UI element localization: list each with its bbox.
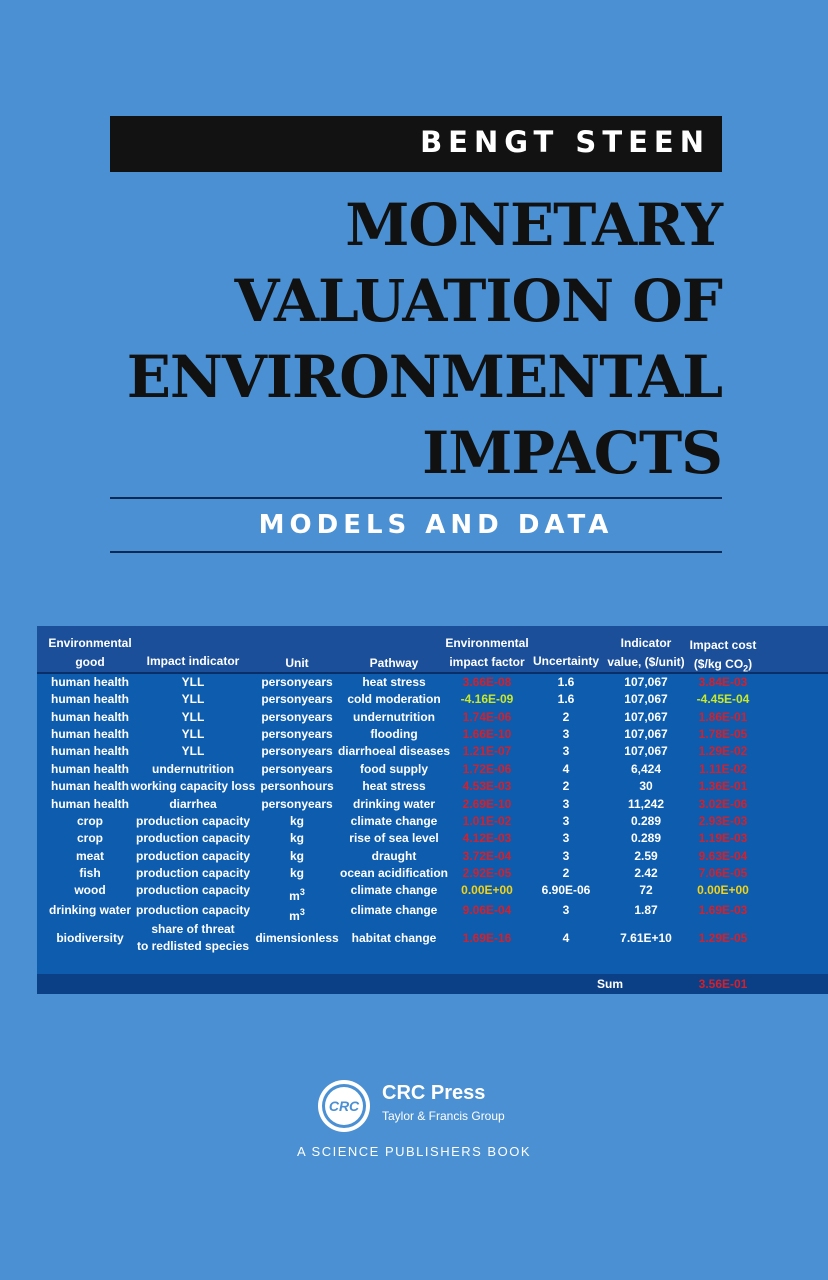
- cell-uncertainty: 1.6: [557, 692, 575, 706]
- cell-cost: 1.11E-02: [698, 762, 748, 776]
- cell-value: 30: [639, 779, 653, 793]
- cell-uncertainty: 1.6: [557, 675, 575, 689]
- cell-cost: 1.29E-05: [698, 931, 748, 945]
- cell-line: to redlisted species: [136, 939, 250, 953]
- cell-unit: personyears: [261, 797, 333, 811]
- divider-top: [110, 497, 722, 499]
- cell-factor: 1.66E-10: [462, 727, 512, 741]
- publisher-name: CRC Press: [382, 1082, 486, 1104]
- cell-pathway: climate change: [350, 903, 438, 917]
- cell-uncertainty: 2: [562, 779, 570, 793]
- cell-unit: kg: [289, 849, 305, 863]
- cell-pathway: flooding: [370, 727, 418, 741]
- cell-pathway: diarrhoeal diseases: [337, 744, 451, 758]
- crc-logo-icon: [316, 1078, 372, 1134]
- header-factor-line: impact factor: [449, 655, 525, 669]
- cell-pathway: ocean acidification: [339, 866, 449, 880]
- cell-value: 2.59: [634, 849, 658, 863]
- cell-factor: 3.66E-08: [462, 675, 512, 689]
- cell-good: human health: [50, 727, 130, 741]
- header-good: [48, 636, 131, 669]
- cell-cost: 1.78E-05: [698, 727, 748, 741]
- cell-unit: personyears: [261, 762, 333, 776]
- cell-factor: 4.53E-03: [462, 779, 512, 793]
- cell-good: crop: [76, 814, 104, 828]
- cell-cost: 1.36E-01: [698, 779, 748, 793]
- cell-uncertainty: 3: [562, 903, 570, 917]
- cell-factor: 1.72E-06: [462, 762, 512, 776]
- cell-unit: kg: [289, 831, 305, 845]
- header-cost-unit-sub: 2: [743, 663, 749, 674]
- cell-good: human health: [50, 762, 130, 776]
- cell-indicator: production capacity: [135, 814, 251, 828]
- cell-indicator: diarrhea: [169, 797, 217, 811]
- cell-factor: 2.69E-10: [462, 797, 512, 811]
- header-cost-unit-part: ): [748, 657, 753, 671]
- author-banner: [110, 116, 722, 172]
- sum-value: 3.56E-01: [698, 977, 748, 991]
- cell-cost: 1.86E-01: [698, 710, 748, 724]
- cell-pathway: climate change: [350, 883, 438, 897]
- cell-indicator: production capacity: [135, 831, 251, 845]
- cell-indicator: YLL: [181, 692, 205, 706]
- cell-cost: 3.84E-03: [698, 675, 748, 689]
- cell-indicator: YLL: [181, 744, 205, 758]
- cell-indicator: production capacity: [135, 903, 251, 917]
- cell-value: 1.87: [634, 903, 658, 917]
- cell-unit: personyears: [261, 710, 333, 724]
- cell-indicator: production capacity: [135, 866, 251, 880]
- cell-good: human health: [50, 710, 130, 724]
- header-cost-unit: [690, 657, 757, 675]
- cell-indicator: YLL: [181, 727, 205, 741]
- cell-value: 107,067: [624, 710, 668, 724]
- cell-uncertainty: 4: [562, 931, 570, 945]
- cell-uncertainty: 6.90E-06: [541, 883, 591, 897]
- cell-factor: 2.92E-05: [462, 866, 512, 880]
- publisher-group: Taylor & Francis Group: [382, 1109, 505, 1123]
- cell-cost: 1.19E-03: [698, 831, 748, 845]
- sum-label: Sum: [596, 977, 624, 991]
- header-factor-line: Environmental: [445, 636, 529, 650]
- header-value-line: Indicator: [620, 636, 672, 650]
- cell-value: 107,067: [624, 744, 668, 758]
- cell-cost: -4.45E-04: [696, 692, 750, 706]
- cell-value: 107,067: [624, 727, 668, 741]
- cell-good: crop: [76, 831, 104, 845]
- header-value: [607, 636, 684, 669]
- cell-unit: [289, 885, 305, 903]
- cell-pathway: habitat change: [351, 931, 437, 945]
- cell-uncertainty: 3: [562, 831, 570, 845]
- cell-unit: dimensionless: [255, 931, 339, 945]
- cell-pathway: undernutrition: [353, 710, 435, 724]
- cell-value: 7.61E+10: [620, 931, 672, 945]
- cell-pathway: drinking water: [352, 797, 436, 811]
- cell-unit: kg: [289, 866, 305, 880]
- title-line: ENVIRONMENTAL: [126, 343, 722, 411]
- book-subtitle: MODELS AND DATA: [258, 510, 614, 540]
- cell-uncertainty: 3: [562, 727, 570, 741]
- header-cost-line: Impact cost: [689, 638, 757, 652]
- author-name: BENGT STEEN: [420, 125, 710, 159]
- cell-factor: 1.01E-02: [462, 814, 512, 828]
- cell-good: biodiversity: [56, 931, 124, 945]
- cell-unit-base: m: [289, 889, 300, 903]
- cell-cost: 2.93E-03: [698, 814, 748, 828]
- header-factor: [445, 636, 528, 669]
- cell-unit: personyears: [261, 727, 333, 741]
- header-cost: [690, 638, 757, 675]
- cell-indicator: [137, 922, 249, 953]
- cell-good: wood: [74, 883, 106, 897]
- cell-value: 107,067: [624, 692, 668, 706]
- header-unit: Unit: [285, 656, 309, 670]
- cell-uncertainty: 3: [562, 849, 570, 863]
- cell-uncertainty: 3: [562, 797, 570, 811]
- header-uncertainty: Uncertainty: [532, 654, 600, 668]
- cell-factor: 3.72E-04: [462, 849, 512, 863]
- cell-value: 2.42: [634, 866, 658, 880]
- cell-unit: personyears: [261, 675, 333, 689]
- cell-unit: personhours: [260, 779, 334, 793]
- cell-pathway: draught: [371, 849, 417, 863]
- cell-cost: 1.29E-02: [698, 744, 748, 758]
- header-good-line: Environmental: [48, 636, 132, 650]
- cell-cost: 9.63E-04: [698, 849, 748, 863]
- cell-indicator: YLL: [181, 675, 205, 689]
- cell-pathway: cold moderation: [347, 692, 441, 706]
- cell-factor: 4.12E-03: [462, 831, 512, 845]
- publisher-tagline: A SCIENCE PUBLISHERS BOOK: [296, 1144, 531, 1159]
- cell-good: human health: [50, 779, 130, 793]
- impact-table: [37, 626, 828, 994]
- cell-indicator: production capacity: [135, 849, 251, 863]
- cell-value: 6,424: [630, 762, 662, 776]
- title-line: MONETARY: [345, 191, 722, 259]
- cell-uncertainty: 2: [562, 710, 570, 724]
- cell-good: meat: [75, 849, 105, 863]
- cell-good: human health: [50, 744, 130, 758]
- header-pathway: Pathway: [369, 656, 419, 670]
- cell-pathway: heat stress: [362, 675, 426, 689]
- cell-unit: personyears: [261, 692, 333, 706]
- cell-indicator: working capacity loss: [130, 779, 256, 793]
- crc-logo-text: CRC: [328, 1098, 360, 1114]
- title-line: VALUATION OF: [234, 267, 722, 335]
- cell-uncertainty: 4: [562, 762, 570, 776]
- cell-factor: 1.69E-16: [462, 931, 512, 945]
- cell-uncertainty: 2: [562, 866, 570, 880]
- cell-cost: 0.00E+00: [697, 883, 749, 897]
- cell-factor: -4.16E-09: [460, 692, 514, 706]
- cell-unit-sup: 3: [299, 907, 305, 917]
- book-title: [82, 187, 722, 491]
- cell-line: share of threat: [151, 922, 235, 936]
- cell-good: human health: [50, 692, 130, 706]
- header-cost-unit-part: ($/kg CO: [693, 657, 744, 671]
- cell-uncertainty: 3: [562, 744, 570, 758]
- header-good-line: good: [75, 655, 105, 669]
- cell-uncertainty: 3: [562, 814, 570, 828]
- cell-good: fish: [79, 866, 101, 880]
- cell-factor: 1.74E-06: [462, 710, 512, 724]
- cell-good: human health: [50, 675, 130, 689]
- cell-value: 72: [639, 883, 653, 897]
- cell-pathway: heat stress: [362, 779, 426, 793]
- cell-indicator: production capacity: [135, 883, 251, 897]
- cell-good: drinking water: [48, 903, 132, 917]
- cell-factor: 9.06E-04: [462, 903, 512, 917]
- cell-pathway: food supply: [360, 762, 428, 776]
- cell-value: 0.289: [630, 831, 662, 845]
- cell-indicator: YLL: [181, 710, 205, 724]
- cell-value: 11,242: [627, 797, 665, 811]
- cell-factor: 0.00E+00: [461, 883, 513, 897]
- cell-unit-base: m: [289, 909, 300, 923]
- cell-pathway: rise of sea level: [349, 831, 439, 845]
- cell-indicator: undernutrition: [152, 762, 234, 776]
- cell-unit-sup: 3: [299, 887, 305, 897]
- cell-unit: [289, 905, 305, 923]
- cell-unit: kg: [289, 814, 305, 828]
- cell-value: 107,067: [624, 675, 668, 689]
- cell-cost: 3.02E-06: [698, 797, 748, 811]
- cell-factor: 1.21E-07: [462, 744, 512, 758]
- title-line: IMPACTS: [422, 419, 722, 487]
- cell-cost: 7.06E-05: [698, 866, 748, 880]
- cell-unit: personyears: [261, 744, 333, 758]
- cell-cost: 1.69E-03: [698, 903, 748, 917]
- cell-value: 0.289: [630, 814, 662, 828]
- cell-good: human health: [50, 797, 130, 811]
- divider-bottom: [110, 551, 722, 553]
- header-value-line: value, ($/unit): [607, 655, 685, 669]
- header-indicator: Impact indicator: [146, 654, 240, 668]
- cell-pathway: climate change: [350, 814, 438, 828]
